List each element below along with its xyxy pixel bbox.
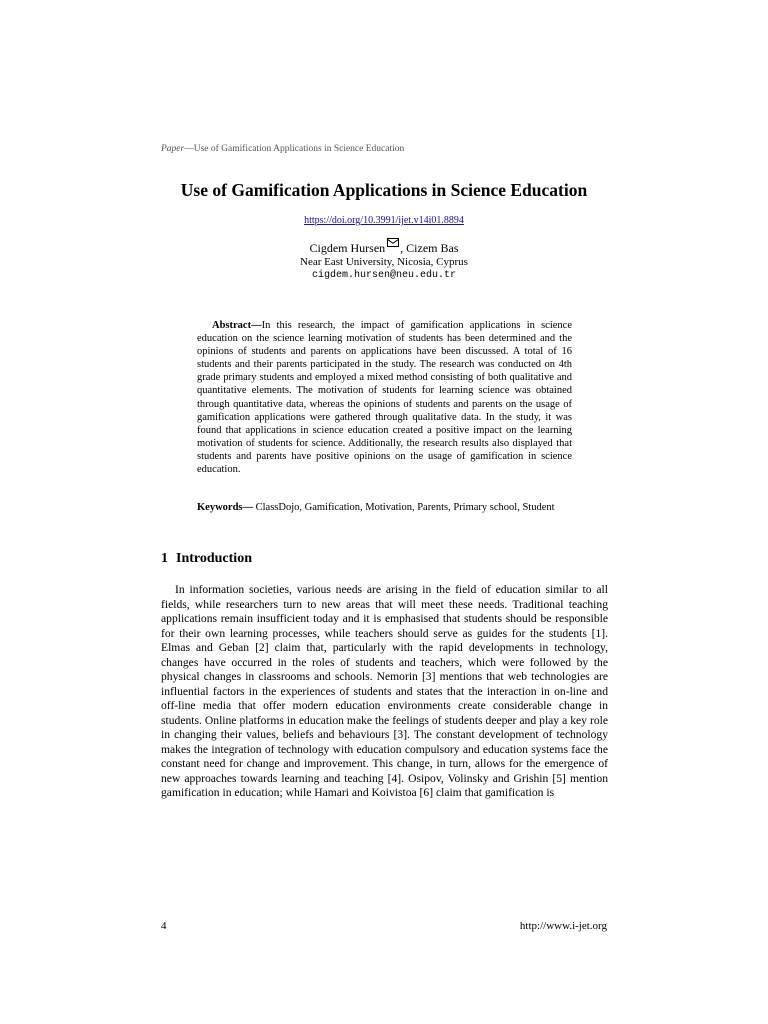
- running-head: [161, 144, 404, 154]
- running-head-paper-label: Paper: [161, 144, 185, 154]
- affiliation: Near East University, Nicosia, Cyprus: [300, 256, 468, 268]
- authors: [0, 241, 768, 255]
- abstract-label: Abstract—: [212, 320, 262, 331]
- abstract: [197, 319, 572, 476]
- abstract-text: In this research, the impact of gamification applications in science education on the science learning motivation of students has been determined and the opinions of students and parents on applications have been discussed. A total of 16 students and their parents participated in the study. The research was conducted on 4th grade primary students and employed a mixed method consisting of both qualitative and quantitative elements. The motivation of students for learning science was obtained through quantitative data, whereas the opinions of students and parents on the usage of gamification applications were gathered through qualitative data. In the study, it was found that applications in science education created a positive impact on the learning motivation of students for science. Additionally, the research results also displayed that students and parents have positive opinions on the usage of gamification in science education.: [197, 320, 572, 476]
- author-email: cigdem.hursen@neu.edu.tr: [311, 270, 457, 281]
- paper-title: Use of Gamification Applications in Science Education: [180, 180, 588, 200]
- section-title: Introduction: [176, 551, 252, 566]
- author-primary: Cigdem Hursen: [309, 241, 386, 255]
- keywords-label: Keywords—: [197, 502, 253, 513]
- page-number: 4: [161, 920, 167, 932]
- envelope-icon[interactable]: [387, 238, 399, 247]
- section-heading-introduction: [161, 551, 252, 567]
- footer-url-link[interactable]: http://www.i-jet.org: [519, 920, 607, 932]
- keywords-text: ClassDojo, Gamification, Motivation, Parents, Primary school, Student: [253, 502, 555, 513]
- author-secondary: , Cizem Bas: [400, 241, 459, 255]
- section-number: 1: [161, 551, 168, 566]
- doi-link[interactable]: https://doi.org/10.3991/ijet.v14i01.8894: [304, 215, 464, 226]
- running-head-text: —Use of Gamification Applications in Science Education: [184, 144, 405, 154]
- introduction-paragraph: In information societies, various needs are arising in the field of education similar to all fields, while researchers turn to new areas that will meet these needs. Traditional teaching applications remain insufficient today and it is emphasised that students should be responsible for their own learning processes, while teachers should serve as guides for the students [1]. Elmas and Geban [2] claim that, particularly with the rapid developments in technology, changes have occurred in the roles of students and teachers, which were followed by the physical changes in classrooms and schools. Nemorin [3] mentions that web technologies are influential factors in the experiences of students and states that the interaction in on-line and off-line media that offer modern education environments create considerable change in students. Online platforms in education make the feelings of students deeper and play a key role in changing their values, beliefs and behaviours [3]. The constant development of technology makes the integration of technology with education compulsory and education systems face the constant need for change and improvement. This change, in turn, allows for the emergence of new approaches towards learning and teaching [4]. Osipov, Volinsky and Grishin [5] mention gamification in education; while Hamari and Koivistoa [6] claim that gamification is: [161, 583, 608, 799]
- keywords: [197, 501, 572, 515]
